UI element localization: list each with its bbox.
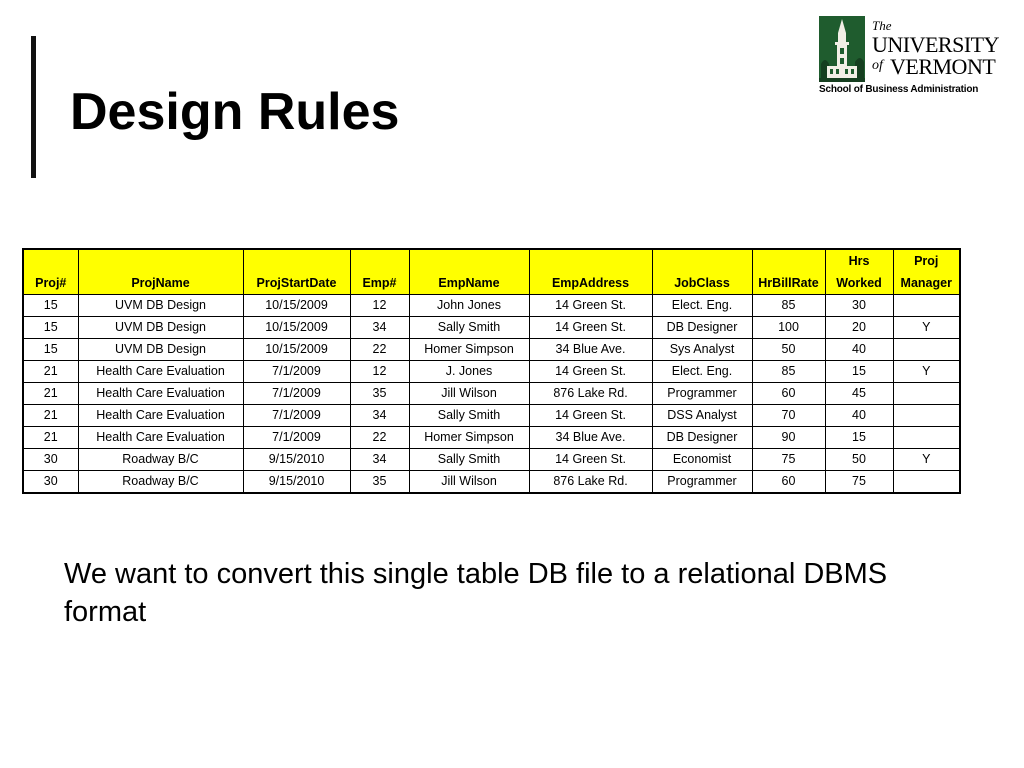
cell-proj-start-date: 7/1/2009 bbox=[243, 361, 350, 383]
cell-hrs-worked: 40 bbox=[825, 405, 893, 427]
table-row bbox=[23, 471, 960, 494]
title-accent-bar bbox=[31, 36, 36, 178]
header-emp-name: EmpName bbox=[409, 249, 529, 295]
cell-proj-manager: Y bbox=[893, 361, 960, 383]
header-proj-start-date: ProjStartDate bbox=[243, 249, 350, 295]
cell-proj-manager bbox=[893, 427, 960, 449]
cell-emp-address: 876 Lake Rd. bbox=[529, 383, 652, 405]
cell-proj-name: Health Care Evaluation bbox=[78, 405, 243, 427]
cell-emp-name: Sally Smith bbox=[409, 449, 529, 471]
cell-proj-name: Roadway B/C bbox=[78, 449, 243, 471]
cell-proj-num: 21 bbox=[23, 361, 78, 383]
cell-proj-num: 15 bbox=[23, 295, 78, 317]
cell-hr-bill-rate: 85 bbox=[752, 295, 825, 317]
cell-hrs-worked: 45 bbox=[825, 383, 893, 405]
cell-emp-name: Homer Simpson bbox=[409, 427, 529, 449]
header-job-class: JobClass bbox=[652, 249, 752, 295]
cell-proj-name: UVM DB Design bbox=[78, 339, 243, 361]
cell-proj-name: Health Care Evaluation bbox=[78, 361, 243, 383]
table-row bbox=[23, 295, 960, 317]
cell-emp-num: 22 bbox=[350, 427, 409, 449]
header-hrs-worked: Hrs Worked bbox=[825, 249, 893, 295]
cell-emp-address: 14 Green St. bbox=[529, 405, 652, 427]
cell-proj-name: Health Care Evaluation bbox=[78, 427, 243, 449]
header-hr-bill-rate: HrBillRate bbox=[752, 249, 825, 295]
logo-of-text: of bbox=[872, 58, 883, 73]
cell-proj-num: 21 bbox=[23, 405, 78, 427]
cell-emp-address: 14 Green St. bbox=[529, 361, 652, 383]
header-proj-name: ProjName bbox=[78, 249, 243, 295]
university-tower-icon bbox=[819, 16, 865, 82]
cell-emp-name: Sally Smith bbox=[409, 405, 529, 427]
cell-emp-name: J. Jones bbox=[409, 361, 529, 383]
slide-title: Design Rules bbox=[70, 83, 400, 141]
cell-hrs-worked: 15 bbox=[825, 361, 893, 383]
cell-hr-bill-rate: 70 bbox=[752, 405, 825, 427]
logo-school-text: School of Business Administration bbox=[819, 84, 979, 95]
cell-emp-name: Jill Wilson bbox=[409, 471, 529, 494]
table-row bbox=[23, 361, 960, 383]
cell-proj-num: 21 bbox=[23, 427, 78, 449]
cell-emp-name: John Jones bbox=[409, 295, 529, 317]
table-row bbox=[23, 383, 960, 405]
header-emp-address: EmpAddress bbox=[529, 249, 652, 295]
cell-emp-num: 12 bbox=[350, 295, 409, 317]
cell-emp-address: 34 Blue Ave. bbox=[529, 427, 652, 449]
table-row bbox=[23, 405, 960, 427]
cell-proj-name: UVM DB Design bbox=[78, 317, 243, 339]
cell-job-class: DB Designer bbox=[652, 427, 752, 449]
cell-job-class: Sys Analyst bbox=[652, 339, 752, 361]
cell-proj-num: 15 bbox=[23, 317, 78, 339]
cell-proj-start-date: 7/1/2009 bbox=[243, 405, 350, 427]
slide-caption: We want to convert this single table DB file to a relational DBMS format bbox=[64, 558, 888, 628]
cell-emp-num: 35 bbox=[350, 383, 409, 405]
cell-proj-num: 15 bbox=[23, 339, 78, 361]
header-proj-manager: Proj Manager bbox=[893, 249, 960, 295]
university-logo bbox=[818, 16, 1000, 96]
cell-proj-start-date: 10/15/2009 bbox=[243, 317, 350, 339]
cell-hrs-worked: 15 bbox=[825, 427, 893, 449]
cell-hr-bill-rate: 60 bbox=[752, 383, 825, 405]
cell-hr-bill-rate: 75 bbox=[752, 449, 825, 471]
cell-proj-num: 30 bbox=[23, 471, 78, 494]
table-row bbox=[23, 449, 960, 471]
cell-proj-manager bbox=[893, 383, 960, 405]
cell-proj-manager: Y bbox=[893, 449, 960, 471]
cell-proj-manager bbox=[893, 295, 960, 317]
cell-proj-manager bbox=[893, 405, 960, 427]
cell-job-class: Elect. Eng. bbox=[652, 295, 752, 317]
cell-proj-manager bbox=[893, 471, 960, 494]
cell-proj-start-date: 9/15/2010 bbox=[243, 471, 350, 494]
cell-proj-num: 30 bbox=[23, 449, 78, 471]
header-emp-num: Emp# bbox=[350, 249, 409, 295]
table-row bbox=[23, 317, 960, 339]
cell-proj-start-date: 10/15/2009 bbox=[243, 295, 350, 317]
cell-hrs-worked: 75 bbox=[825, 471, 893, 494]
cell-emp-address: 14 Green St. bbox=[529, 317, 652, 339]
cell-hr-bill-rate: 100 bbox=[752, 317, 825, 339]
cell-hr-bill-rate: 60 bbox=[752, 471, 825, 494]
cell-emp-num: 12 bbox=[350, 361, 409, 383]
cell-proj-manager bbox=[893, 339, 960, 361]
cell-hr-bill-rate: 90 bbox=[752, 427, 825, 449]
cell-proj-name: UVM DB Design bbox=[78, 295, 243, 317]
cell-hrs-worked: 30 bbox=[825, 295, 893, 317]
cell-emp-num: 34 bbox=[350, 405, 409, 427]
logo-the-text: The bbox=[872, 18, 892, 33]
cell-job-class: Programmer bbox=[652, 471, 752, 494]
cell-proj-name: Health Care Evaluation bbox=[78, 383, 243, 405]
cell-emp-name: Homer Simpson bbox=[409, 339, 529, 361]
cell-emp-num: 34 bbox=[350, 317, 409, 339]
cell-emp-num: 35 bbox=[350, 471, 409, 494]
cell-emp-address: 876 Lake Rd. bbox=[529, 471, 652, 494]
cell-proj-name: Roadway B/C bbox=[78, 471, 243, 494]
cell-emp-address: 34 Blue Ave. bbox=[529, 339, 652, 361]
cell-emp-num: 34 bbox=[350, 449, 409, 471]
cell-hrs-worked: 50 bbox=[825, 449, 893, 471]
logo-vermont-text: VERMONT bbox=[890, 54, 996, 79]
cell-proj-manager: Y bbox=[893, 317, 960, 339]
cell-job-class: DSS Analyst bbox=[652, 405, 752, 427]
cell-proj-start-date: 7/1/2009 bbox=[243, 427, 350, 449]
cell-hrs-worked: 40 bbox=[825, 339, 893, 361]
cell-hr-bill-rate: 85 bbox=[752, 361, 825, 383]
table-header-row bbox=[23, 249, 960, 295]
cell-hr-bill-rate: 50 bbox=[752, 339, 825, 361]
cell-emp-name: Jill Wilson bbox=[409, 383, 529, 405]
cell-emp-address: 14 Green St. bbox=[529, 449, 652, 471]
cell-proj-start-date: 10/15/2009 bbox=[243, 339, 350, 361]
logo-university-text: UNIVERSITY bbox=[872, 32, 999, 57]
cell-job-class: Economist bbox=[652, 449, 752, 471]
cell-emp-name: Sally Smith bbox=[409, 317, 529, 339]
cell-proj-start-date: 9/15/2010 bbox=[243, 449, 350, 471]
cell-proj-num: 21 bbox=[23, 383, 78, 405]
project-table bbox=[22, 248, 961, 494]
cell-proj-start-date: 7/1/2009 bbox=[243, 383, 350, 405]
cell-job-class: Elect. Eng. bbox=[652, 361, 752, 383]
cell-emp-num: 22 bbox=[350, 339, 409, 361]
cell-job-class: Programmer bbox=[652, 383, 752, 405]
cell-job-class: DB Designer bbox=[652, 317, 752, 339]
header-proj-num: Proj# bbox=[23, 249, 78, 295]
cell-emp-address: 14 Green St. bbox=[529, 295, 652, 317]
table-row bbox=[23, 427, 960, 449]
cell-hrs-worked: 20 bbox=[825, 317, 893, 339]
table-row bbox=[23, 339, 960, 361]
